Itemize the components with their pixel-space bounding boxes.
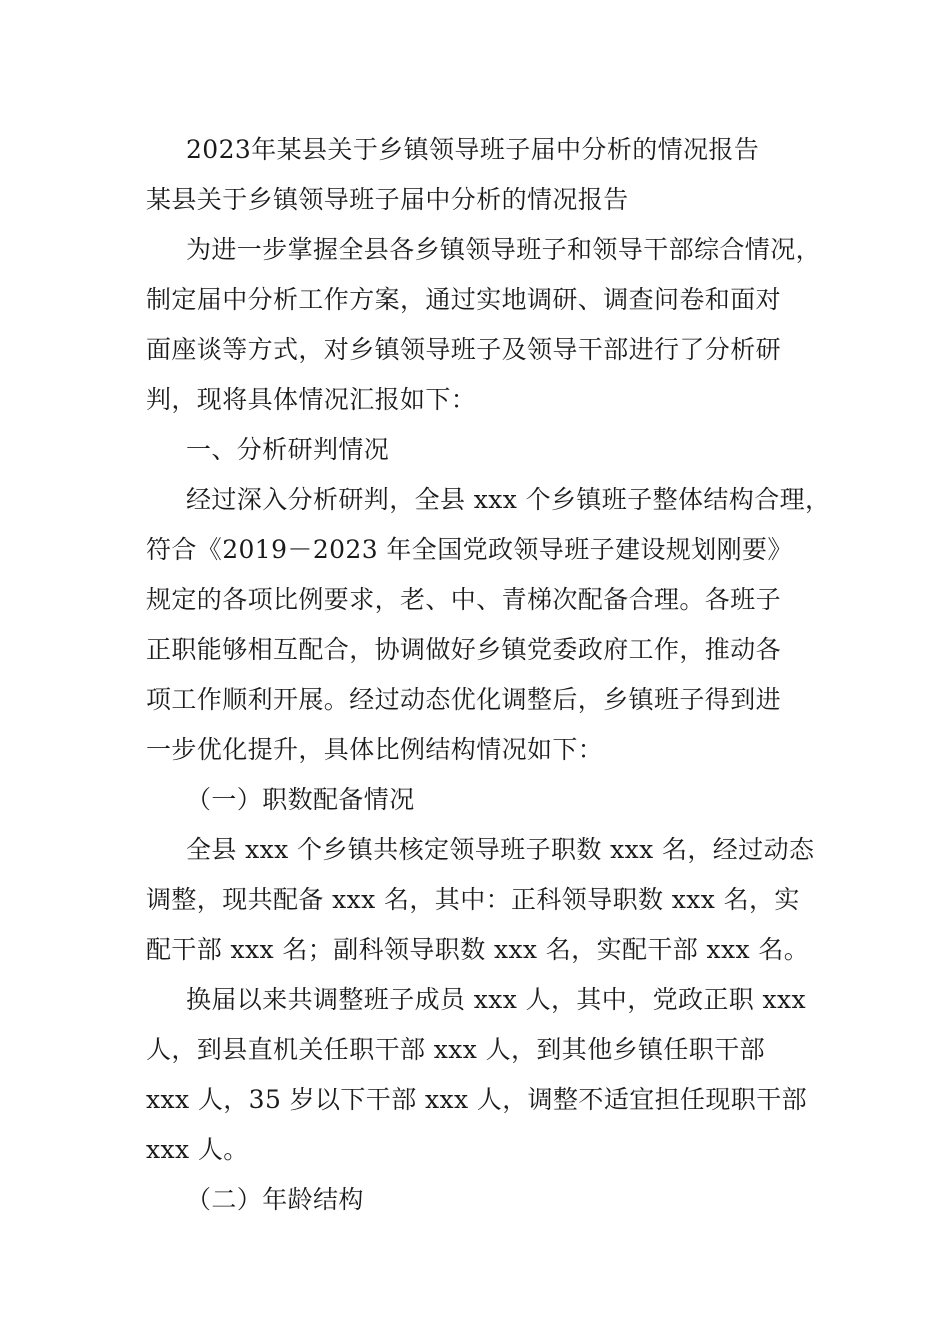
paragraph-line: 项工作顺利开展。经过动态优化调整后，乡镇班子得到进 xyxy=(146,685,782,714)
section-heading-1: 一、分析研判情况 xyxy=(186,435,390,464)
paragraph-line: 面座谈等方式，对乡镇领导班子及领导干部进行了分析研 xyxy=(146,335,782,364)
paragraph-line: 为进一步掌握全县各乡镇领导班子和领导干部综合情况， xyxy=(186,235,822,264)
paragraph-line: 换届以来共调整班子成员 xxx 人，其中，党政正职 xxx xyxy=(186,985,807,1014)
paragraph-line: xxx 人，35 岁以下干部 xxx 人，调整不适宜担任现职干部 xyxy=(146,1085,807,1114)
paragraph-line: 符合《2019－2023 年全国党政领导班子建设规划刚要》 xyxy=(146,535,793,564)
subsection-heading-1: （一）职数配备情况 xyxy=(186,785,415,814)
paragraph-line: 规定的各项比例要求，老、中、青梯次配备合理。各班子 xyxy=(146,585,782,614)
subsection-heading-2: （二）年龄结构 xyxy=(186,1185,364,1214)
paragraph-line: 判，现将具体情况汇报如下： xyxy=(146,385,477,414)
paragraph-line: xxx 人。 xyxy=(146,1135,249,1164)
paragraph-line: 人，到县直机关任职干部 xxx 人，到其他乡镇任职干部 xyxy=(146,1035,765,1064)
paragraph-line: 调整，现共配备 xxx 名，其中：正科领导职数 xxx 名，实 xyxy=(146,885,800,914)
paragraph-line: 一步优化提升，具体比例结构情况如下： xyxy=(146,735,604,764)
paragraph-line: 经过深入分析研判，全县 xxx 个乡镇班子整体结构合理， xyxy=(186,485,831,514)
paragraph-line: 正职能够相互配合，协调做好乡镇党委政府工作，推动各 xyxy=(146,635,782,664)
paragraph-line: 制定届中分析工作方案，通过实地调研、调查问卷和面对 xyxy=(146,285,782,314)
paragraph-line: 全县 xxx 个乡镇共核定领导班子职数 xxx 名，经过动态 xyxy=(186,835,815,864)
document-subtitle: 某县关于乡镇领导班子届中分析的情况报告 xyxy=(146,185,629,214)
paragraph-line: 配干部 xxx 名；副科领导职数 xxx 名，实配干部 xxx 名。 xyxy=(146,935,810,964)
document-title: 2023年某县关于乡镇领导班子届中分析的情况报告 xyxy=(186,135,760,164)
